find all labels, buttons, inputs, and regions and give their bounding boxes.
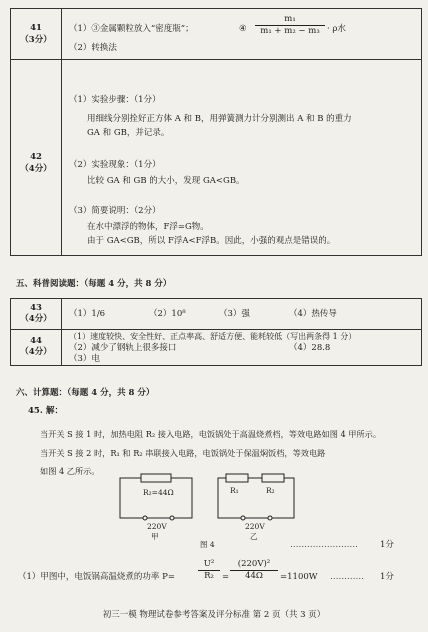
q44-number: 44: [30, 336, 42, 346]
q42-number: 42: [30, 152, 42, 162]
q42-p1-title: （1）实验步骤：（1分）: [69, 95, 161, 105]
q45-solve: 解：: [46, 406, 64, 416]
calc-den-1: R₂: [204, 571, 214, 581]
circuit-a-source-label: 220V: [147, 522, 167, 531]
q42-p1-line1: 用细线分别拴好正方体 A 和 B，用弹簧测力计分别测出 A 和 B 的重力: [87, 114, 352, 124]
q41-denominator: m₁ + m₂ − m₃: [260, 26, 320, 36]
q41-formula-suffix: · ρ水: [327, 24, 346, 34]
q42-p3-line1: 在水中漂浮的物体，F浮=G物。: [87, 222, 209, 232]
circuit-a-resistor-label: R₂=44Ω: [143, 488, 174, 497]
circuit-b-source-label: 220V: [245, 522, 265, 531]
section-5-heading: 五、科普阅读题：（每题 4 分，共 8 分）: [16, 279, 172, 289]
q45-score-1: 1分: [380, 540, 394, 550]
q45-line1: 当开关 S 接 1 时，加热电阻 R₂ 接入电路，电饭锅处于高温烧煮档，等效电路如图 4 甲所示。: [40, 429, 382, 439]
q44-line1: （1）速度较快、安全性好、正点率高、舒适方便、能耗较低（写出两条得 1 分）: [69, 332, 357, 341]
q44-line2: （2）减少了钢轨上很多接口: [69, 343, 177, 353]
calc-fraction-1: [198, 559, 220, 582]
q41-formula-label: ④: [239, 24, 247, 34]
calc-equals: =: [222, 572, 230, 582]
q41-line1: （1）③金属颗粒放入“密度瓶”；: [69, 24, 194, 34]
q41-score: （3分）: [20, 35, 52, 45]
q42-score: （4分）: [20, 164, 52, 174]
q41-numerator: m₁: [284, 14, 296, 24]
q45-number: 45.: [28, 406, 43, 416]
score-dots-2: …………: [330, 572, 364, 582]
q45-line3: 如图 4 乙所示。: [40, 466, 100, 476]
circuit-b-r2-label: R₂: [266, 486, 275, 495]
circuit-a-name: 甲: [151, 532, 159, 541]
q44-score: （4分）: [20, 347, 52, 357]
circuit-b-name: 乙: [250, 532, 258, 541]
q43-number: 43: [30, 303, 42, 313]
q42-p2-line1: 比较 GA 和 GB 的大小，发现 GA<GB。: [87, 176, 245, 186]
q43-answer-2: （2）10⁸: [149, 309, 186, 319]
q45-line2: 当开关 S 接 2 时，R₁ 和 R₂ 串联接入电路，电饭锅处于保温焖饭档，等效电路: [40, 448, 326, 458]
q41-line2: （2）转换法: [69, 43, 117, 53]
q45-score-2: 1分: [380, 572, 394, 582]
page-footer: 初三一模 物理试卷参考答案及评分标准 第 2 页（共 3 页）: [102, 610, 326, 620]
figure-caption: 图 4: [200, 540, 215, 549]
score-dots-1: ……………………: [290, 540, 358, 550]
calc-prefix: （1）甲图中，电饭锅高温烧煮的功率 P=: [18, 572, 175, 582]
q43-answer-1: （1）1/6: [69, 309, 106, 319]
calc-num-2: (220V)²: [237, 559, 271, 569]
q43-answer-4: （4）热传导: [289, 309, 337, 319]
calc-result: =1100W: [280, 572, 318, 582]
q43-score: （4分）: [20, 314, 52, 324]
section-6-heading: 六、计算题：（每题 4 分，共 8 分）: [16, 388, 155, 398]
q42-p3-title: （3）简要说明：（2分）: [69, 206, 161, 216]
calc-fraction-2: [230, 559, 278, 582]
q42-p1-line2: GA 和 GB，并记录。: [87, 128, 170, 138]
calc-num-1: U²: [203, 559, 215, 569]
q43-answer-3: （3）强: [219, 309, 250, 319]
q44-line3: （3）电: [69, 354, 100, 364]
q44-line2b: （4）28.8: [289, 343, 331, 353]
q42-p2-title: （2）实验现象：（1分）: [69, 160, 161, 170]
circuit-b-r1-label: R₁: [230, 486, 239, 495]
calc-den-2: 44Ω: [245, 571, 263, 581]
q41-number: 41: [30, 23, 42, 33]
q42-p3-line2: 由于 GA<GB，所以 F浮A<F浮B。因此，小强的观点是错误的。: [87, 236, 336, 246]
circuit-b: [218, 474, 294, 520]
